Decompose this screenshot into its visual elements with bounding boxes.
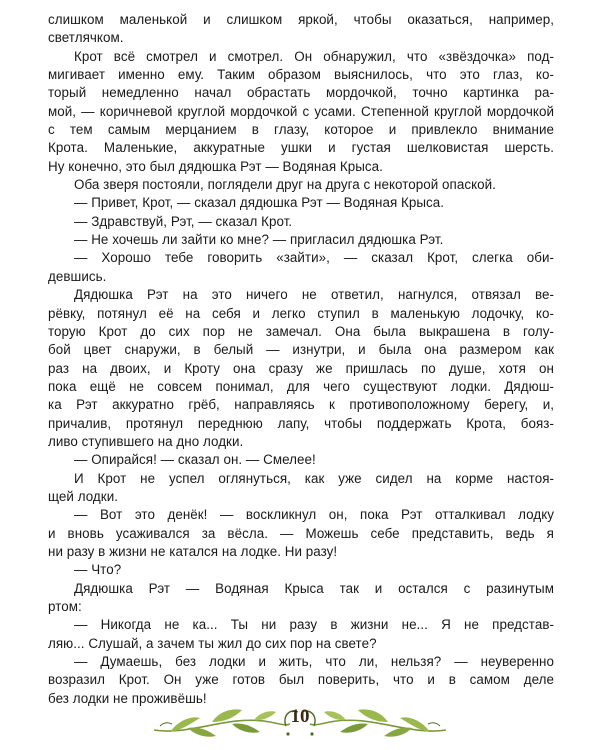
text-line: ка Рэт аккуратно грёб, направляясь к противоположному берегу, и, (48, 397, 554, 413)
text-line: — Думаешь, без лодки и жить, что ли, нельзя? — неуверенно (74, 654, 554, 670)
text-line: мой, — коричневой круглой мордочкой с усами. Степенной круглой мордочкой (48, 103, 554, 119)
text-line: — Что? (74, 562, 122, 578)
text-line: причалив, протянул переднюю лапу, чтобы поддержать Крота, бояз- (48, 415, 554, 431)
paragraph (48, 580, 554, 617)
paragraph (48, 561, 554, 579)
paragraph (48, 213, 554, 231)
text-line: Дядюшка Рэт — Водяная Крыса так и остался с разинутым (74, 580, 554, 596)
text-line: — Опирайся! — сказал он. — Смелее! (74, 452, 316, 468)
text-line: без лодки не проживёшь! (48, 690, 207, 706)
paragraph (48, 231, 554, 249)
text-line: Крот всё смотрел и смотрел. Он обнаружил, что «звёздочка» под- (74, 48, 554, 64)
text-line: — Здравствуй, Рэт, — сказал Крот. (74, 213, 293, 229)
text-line: и вновь усаживался за вёсла. — Можешь себе представить, ведь я (48, 525, 554, 541)
paragraph (48, 48, 554, 176)
text-line: Дядюшка Рэт на это ничего не ответил, нагнулся, отвязал ве- (74, 287, 554, 303)
page-number: 10 (290, 706, 310, 727)
paragraph (48, 11, 554, 48)
paragraph (48, 286, 554, 451)
paragraph (48, 451, 554, 469)
text-line: Оба зверя постояли, поглядели друг на друга с некоторой опаской. (74, 177, 496, 193)
text-line: мигивает именно ему. Таким образом выяснилось, что это глаз, ко- (48, 67, 554, 83)
paragraph (48, 249, 554, 286)
page-body-text (48, 11, 554, 708)
text-line: с тем самым мерцанием в глазу, которое и привлекло внимание (48, 122, 554, 138)
text-line: И Крот не успел оглянуться, как уже сидел на корме настоя- (74, 470, 554, 486)
paragraph (48, 194, 554, 212)
text-line: — Не хочешь ли зайти ко мне? — пригласил дядюшка Рэт. (74, 232, 444, 248)
paragraph (48, 506, 554, 561)
paragraph (48, 616, 554, 653)
text-line: — Привет, Крот, — сказал дядюшка Рэт — Водяная Крыса. (74, 195, 445, 211)
paragraph (48, 176, 554, 194)
text-line: Крота. Маленькие, аккуратные ушки и густая шелковистая шерсть. (48, 140, 554, 156)
text-line: бой цвет снаружи, в белый — изнутри, и была она размером как (48, 342, 554, 358)
text-line: раз на двоих, и Кроту она сразу же пришлась по душе, хотя он (48, 360, 554, 376)
page-footer (0, 696, 600, 750)
text-line: ртом: (48, 599, 82, 614)
text-line: — Вот это денёк! — воскликнул он, пока Рэт отталкивал лодку (74, 507, 554, 523)
text-line: ливо ступившего на дно лодки. (48, 433, 244, 449)
text-line: ляю... Слушай, а зачем ты жил до сих пор на свете? (48, 635, 377, 651)
text-line: — Хорошо тебе говорить «зайти», — сказал Крот, слегка оби- (74, 250, 554, 266)
paragraph (48, 470, 554, 507)
text-line: слишком маленькой и слишком яркой, чтобы оказаться, например, (48, 12, 554, 27)
text-line: Ну конечно, это был дядюшка Рэт — Водяная Крыса. (48, 158, 383, 174)
text-line: ни разу в жизни не катался на лодке. Ни разу! (48, 543, 338, 559)
text-line: щей лодки. (48, 488, 119, 504)
text-line: девшись. (48, 268, 107, 284)
text-line: торый немедленно начал обрастать мордочкой, точно картинка ра- (48, 85, 554, 101)
text-line: торую Крот до сих пор не замечал. Она была выкрашена в голу- (48, 323, 554, 339)
text-line: возразил Крот. Он уже готов был поверить, что и в самом деле (48, 672, 554, 688)
text-line: светлячком. (48, 30, 124, 46)
text-line: пока ещё не совсем понимал, для чего существуют лодки. Дядюш- (48, 378, 554, 394)
text-line: рёвку, потянул её на себя и легко ступил в маленькую лодочку, ко- (48, 305, 554, 321)
text-line: — Никогда не ка... Ты ни разу в жизни не... Я не представ- (74, 617, 554, 633)
